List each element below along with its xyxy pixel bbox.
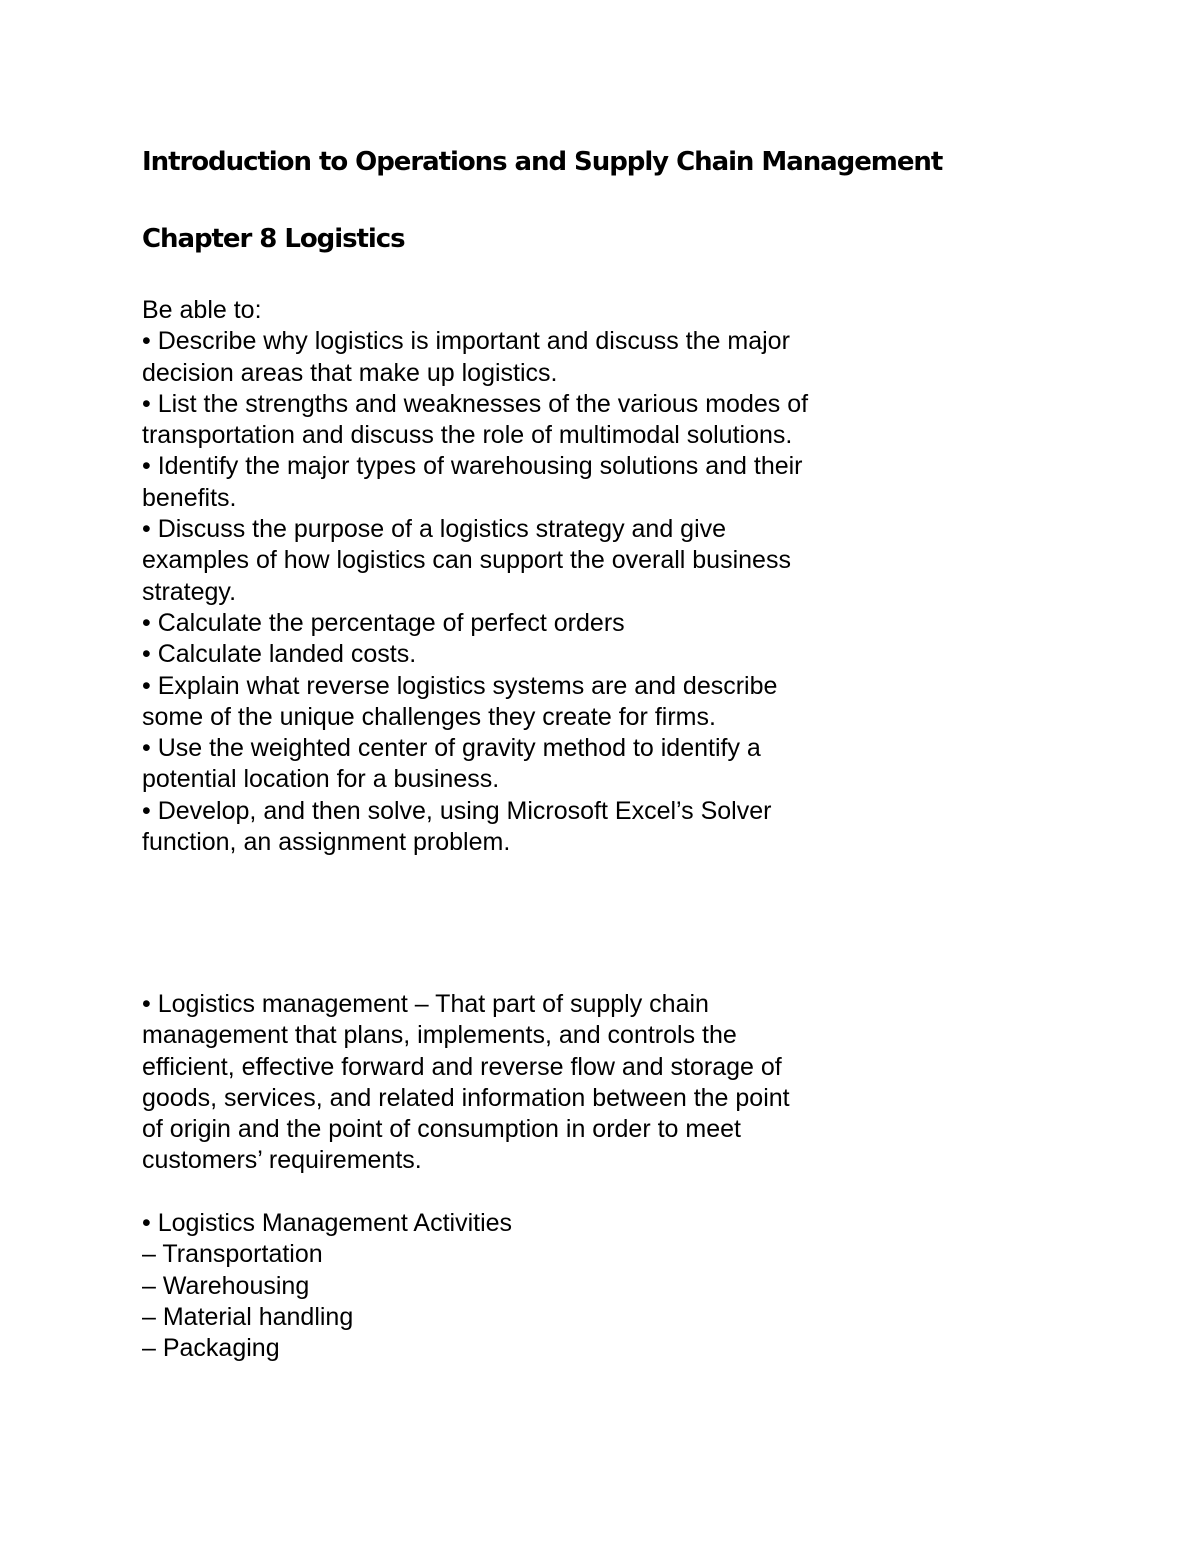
document-title: Introduction to Operations and Supply Chain Management [142, 147, 943, 177]
definition-line: • Logistics management – That part of supply chain [142, 990, 709, 1018]
definition-line: management that plans, implements, and controls the [142, 1021, 737, 1050]
objective-line: • List the strengths and weaknesses of the various modes of [142, 389, 809, 418]
objective-line: benefits. [142, 483, 237, 512]
objective-line: decision areas that make up logistics. [142, 358, 558, 387]
objective-line: potential location for a business. [142, 765, 500, 794]
definition-line: efficient, effective forward and reverse flow and storage of [142, 1052, 782, 1081]
activity-item: – Material handling [142, 1302, 354, 1331]
objective-line: • Discuss the purpose of a logistics strategy and give [142, 515, 727, 544]
objective-line: • Describe why logistics is important and discuss the major [142, 327, 790, 356]
activity-item: – Packaging [142, 1334, 280, 1363]
definition-line: of origin and the point of consumption in order to meet [142, 1115, 741, 1144]
objective-line: some of the unique challenges they create for firms. [142, 702, 716, 731]
logistics-activities-list [142, 1208, 1142, 1364]
activity-item: – Warehousing [142, 1271, 310, 1300]
objective-line: transportation and discuss the role of multimodal solutions. [142, 421, 793, 450]
objective-line: • Identify the major types of warehousing solutions and their [142, 452, 803, 481]
definition-line: goods, services, and related information between the point [142, 1083, 790, 1112]
learning-objectives [142, 295, 1142, 858]
logistics-management-definition [142, 989, 1142, 1177]
objective-line: • Calculate the percentage of perfect orders [142, 608, 625, 637]
objectives-intro: Be able to: [142, 296, 262, 324]
objective-line: strategy. [142, 577, 237, 606]
objective-line: examples of how logistics can support the overall business [142, 546, 791, 575]
chapter-heading: Chapter 8 Logistics [142, 224, 405, 254]
objective-line: • Use the weighted center of gravity method to identify a [142, 734, 761, 763]
activity-item: – Transportation [142, 1240, 323, 1269]
objective-line: function, an assignment problem. [142, 828, 511, 857]
objective-line: • Develop, and then solve, using Microsoft Excel’s Solver [142, 796, 772, 825]
definition-line: customers’ requirements. [142, 1146, 422, 1175]
activities-heading: • Logistics Management Activities [142, 1209, 513, 1237]
objective-line: • Calculate landed costs. [142, 640, 417, 669]
objective-line: • Explain what reverse logistics systems are and describe [142, 671, 778, 700]
